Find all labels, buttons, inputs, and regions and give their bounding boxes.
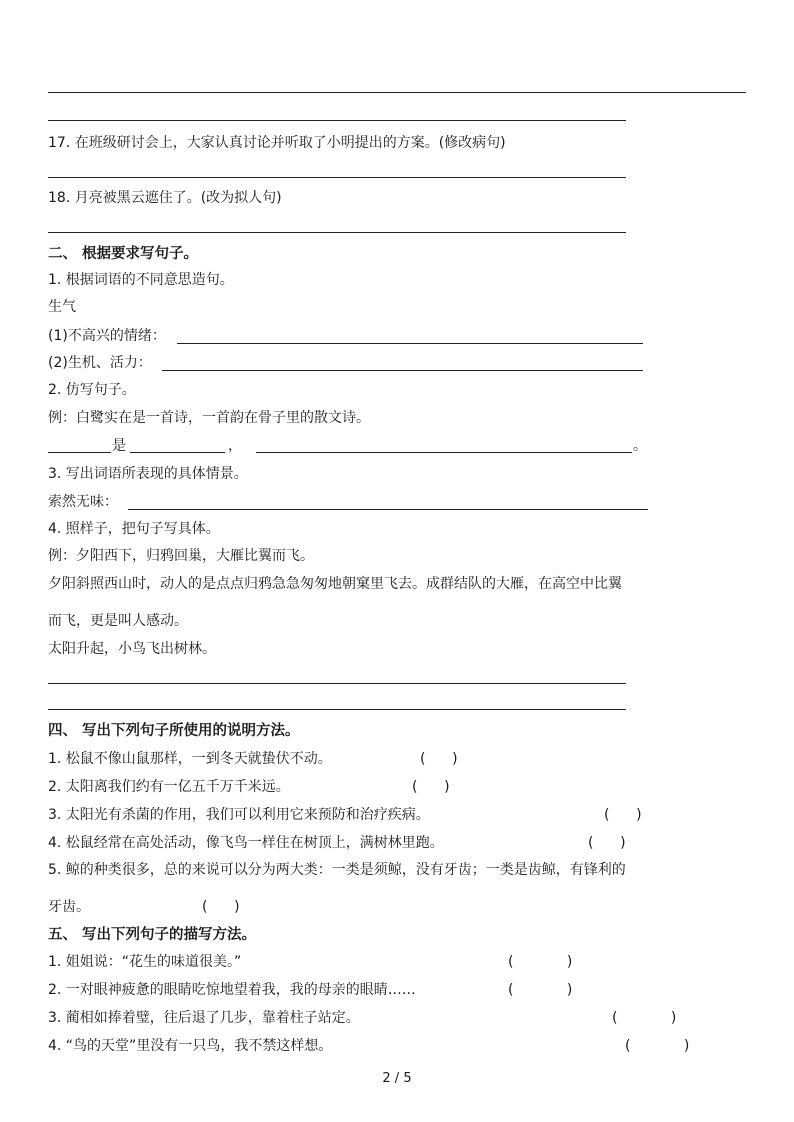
answer-line[interactable] [48, 709, 626, 710]
expanded-sentence: 而飞，更是叫人感动。 [48, 613, 188, 629]
section-title: 四、 写出下列句子所使用的说明方法。 [48, 723, 300, 739]
answer-blank[interactable]: ( ) [508, 982, 573, 998]
example-sentence: 例：夕阳西下，归鸦回巢，大雁比翼而飞。 [48, 548, 314, 564]
answer-blank[interactable]: ( ) [604, 807, 642, 823]
template-comma: ， [228, 438, 242, 454]
example-sentence: 例：白鹭实在是一首诗，一首韵在骨子里的散文诗。 [48, 410, 370, 426]
template-word: 是 [112, 438, 126, 454]
expanded-sentence: 夕阳斜照西山时，动人的是点点归鸦急急匆匆地朝窠里飞去。成群结队的大雁，在高空中比翼 [48, 576, 622, 592]
list-item-continued: 牙齿。 [48, 899, 90, 915]
target-word: 索然无味： [48, 494, 118, 510]
list-item: 1. 松鼠不像山鼠那样，一到冬天就蛰伏不动。 [48, 751, 332, 767]
answer-line[interactable] [130, 452, 225, 453]
answer-line[interactable] [128, 509, 648, 510]
section-title: 五、 写出下列句子的描写方法。 [48, 927, 257, 943]
answer-line[interactable] [256, 452, 632, 453]
item-prompt: 2. 仿写句子。 [48, 382, 136, 398]
answer-blank[interactable]: ( ) [588, 835, 626, 851]
answer-blank[interactable]: ( ) [625, 1038, 690, 1054]
question-17: 17. 在班级研讨会上，大家认真讨论并听取了小明提出的方案。(修改病句) [48, 135, 506, 151]
item-prompt: 4. 照样子，把句子写具体。 [48, 521, 220, 537]
answer-line[interactable] [48, 120, 626, 121]
answer-line[interactable] [48, 177, 626, 178]
question-18: 18. 月亮被黑云遮住了。(改为拟人句) [48, 190, 282, 206]
answer-line[interactable] [48, 232, 626, 233]
target-word: 生气 [48, 299, 76, 315]
list-item: 5. 鲸的种类很多，总的来说可以分为两大类：一类是须鲸，没有牙齿；一类是齿鲸，有锋利的 [48, 862, 626, 878]
answer-line[interactable] [48, 452, 111, 453]
item-prompt: 1. 根据词语的不同意思造句。 [48, 272, 234, 288]
section-title: 二、 根据要求写句子。 [48, 246, 199, 262]
item-prompt: 3. 写出词语所表现的具体情景。 [48, 466, 248, 482]
task-sentence: 太阳升起，小鸟飞出树林。 [48, 641, 216, 657]
list-item: 2. 太阳离我们约有一亿五千万千米远。 [48, 779, 290, 795]
answer-line[interactable] [48, 92, 746, 93]
answer-line[interactable] [162, 370, 643, 371]
list-item: 2. 一对眼神疲惫的眼睛吃惊地望着我，我的母亲的眼睛…… [48, 982, 416, 998]
list-item: 4. “鸟的天堂”里没有一只鸟，我不禁这样想。 [48, 1038, 333, 1054]
sense-2-label: (2)生机、活力： [48, 355, 152, 371]
answer-blank[interactable]: ( ) [612, 1010, 677, 1026]
answer-line[interactable] [48, 683, 626, 684]
template-period: 。 [633, 438, 647, 454]
sense-1-label: (1)不高兴的情绪： [48, 328, 166, 344]
list-item: 1. 姐姐说：“花生的味道很美。” [48, 954, 242, 970]
answer-blank[interactable]: ( ) [420, 751, 458, 767]
list-item: 3. 蔺相如捧着璧，往后退了几步，靠着柱子站定。 [48, 1010, 360, 1026]
list-item: 4. 松鼠经常在高处活动，像飞鸟一样住在树顶上，满树林里跑。 [48, 835, 444, 851]
answer-line[interactable] [177, 343, 643, 344]
answer-blank[interactable]: ( ) [508, 954, 573, 970]
page-number: 2 / 5 [382, 1071, 412, 1086]
answer-blank[interactable]: ( ) [202, 899, 240, 915]
answer-blank[interactable]: ( ) [412, 779, 450, 795]
list-item: 3. 太阳光有杀菌的作用，我们可以利用它来预防和治疗疾病。 [48, 807, 430, 823]
